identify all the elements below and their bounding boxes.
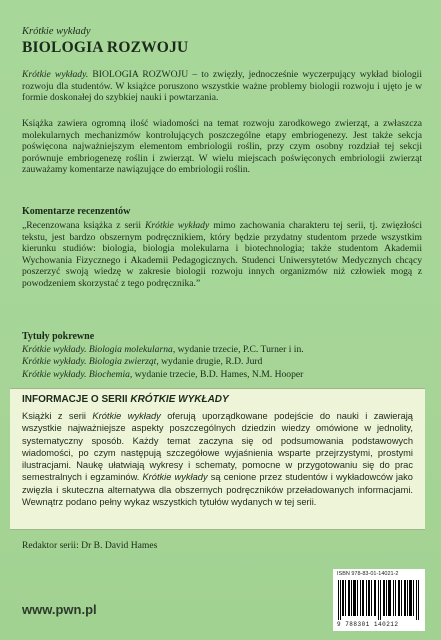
related-title-item [22, 356, 422, 368]
intro-text: BIOLOGIA ROZWOJU – to zwięzły, jednocześnie wyczerpujący wykład biologii rozwoju dla studentów. W książce poruszono wszystkie ważne problemy biologii rozwoju i ujęto je w formie doskonałej do szybkiej nauki i powtarzania. [22, 69, 422, 104]
barcode-block [333, 569, 425, 631]
description-paragraph: Książka zawiera ogromną ilość wiadomości na temat rozwoju zarodkowego zwierząt, a zwłaszcza molekularnych mechanizmów kontrolujących poszczególne etapy embriogenezy. Jest także sekcja poświęcona najważniejszym elementom embriologii roślin, przy czym osobny rozdział tej sekcji porównuje embriogenezę roślin i zwierząt. W wielu miejscach poświęconych embriologii zwierząt zauważamy komentarze nawiązujące do embriologii roślin. [22, 118, 422, 176]
ean-number: 9 788301 140212 [337, 621, 399, 628]
publisher-website: www.pwn.pl [22, 602, 97, 617]
review-series-italic: Krótkie wykłady [145, 220, 210, 231]
series-label: Krótkie wykłady [22, 26, 91, 37]
review-part-1: „Recenzowana książka z serii [22, 220, 146, 231]
related-title-item [22, 344, 422, 356]
series-info-part-1: Książki z serii [22, 411, 93, 421]
review-part-2: mimo zachowania charakteru tej serii, tj. zwięzłości tekstu, jest bardzo obszernym podręcznikiem, który będzie przydatny studentom przede wszystkim kierunku studiów: biologia, biologia molekularna i biotechnologia; także studentom Akademii Wychowania Fizycznego i Akademii Pedagogicznych. Studenci Uniwersytetów Medycznych chcący poszerzyć swoją wiedzę w zakresie biologii rozwoju innych organizmów niż człowiek mogą z powodzeniem skorzystać z tego podręcznika.” [22, 220, 422, 289]
related-titles-list [22, 344, 422, 381]
related-title-name: Krótkie wykłady. Biologia zwierząt [22, 356, 157, 368]
series-info-text [22, 410, 413, 508]
reviews-heading: Komentarze recenzentów [22, 206, 131, 217]
barcode-graphic [337, 580, 421, 620]
related-title-details: , wydanie trzecie, B.D. Hames, N.M. Hooper [129, 368, 304, 380]
series-info-heading-italic: KRÓTKIE WYKŁADY [130, 394, 229, 405]
series-info-heading-prefix: INFORMACJE O SERII [22, 394, 131, 405]
related-title-details: , wydanie drugie, R.D. Jurd [156, 356, 263, 368]
series-info-box [10, 388, 425, 530]
intro-series-italic: Krótkie wykłady. [22, 69, 89, 80]
book-title: BIOLOGIA ROZWOJU [22, 39, 189, 56]
related-title-item [22, 369, 422, 381]
series-editor: Redaktor serii: Dr B. David Hames [22, 540, 158, 551]
related-title-name: Krótkie wykłady. Biologia molekularna [22, 344, 173, 355]
series-info-heading [22, 394, 229, 405]
series-info-italic-1: Krótkie wykłady [92, 411, 161, 421]
isbn-text: ISBN 978-83-01-14021-2 [337, 571, 399, 577]
series-info-italic-2: Krótkie wykłady [142, 472, 208, 483]
related-title-details: , wydanie trzecie, P.C. Turner i in. [172, 344, 304, 355]
related-titles-heading: Tytuły pokrewne [22, 331, 95, 342]
review-quote [22, 220, 422, 290]
related-title-name: Krótkie wykłady. Biochemia [22, 368, 130, 380]
series-info-part-3: są cenione przez studentów i wykładowców jako zwięzła i skuteczna alternatywa dla obszernych podręczników przeładowanych informacjami. Wewnątrz podano pełny wykaz wszystkich tytułów wydanych w tej serii. [22, 472, 413, 508]
series-info-part-2: oferują uporządkowane podejście do nauki i zawierają wszystkie najważniejsze aspekty poszczególnych dziedzin wiedzy omówione w jednolity, systematyczny sposób. Każdy temat zaczyna się od podsumowania podstawowych wiadomości, po czym następują szczegółowe wyjaśnienia wsparte przejrzystymi, prostymi ilustracjami. Naukę ułatwiają wykresy i schematy, pomocne w przygotowaniu się do prac semestralnych i egzaminów. [22, 411, 413, 483]
intro-paragraph [22, 69, 422, 104]
